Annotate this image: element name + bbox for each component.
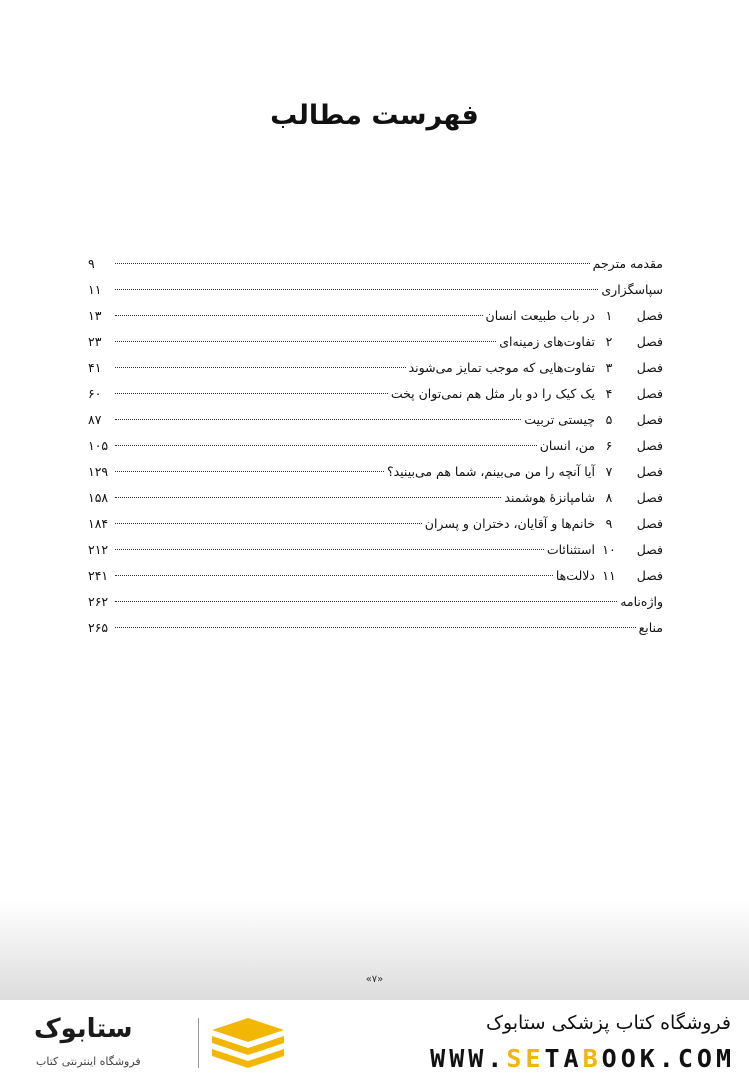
- toc-entry[interactable]: [88, 282, 663, 308]
- toc-chapter-number: ۱۱: [602, 568, 616, 583]
- toc-page-number: ۲۶۲: [88, 594, 109, 609]
- toc-entry[interactable]: [88, 360, 663, 386]
- store-url[interactable]: [430, 1044, 735, 1073]
- toc-entry[interactable]: [88, 464, 663, 490]
- dot-leader: [115, 393, 388, 394]
- dot-leader: [115, 367, 406, 368]
- table-of-contents: [88, 256, 663, 646]
- toc-entry-title: چیستی تربیت: [524, 412, 595, 427]
- dot-leader: [115, 601, 617, 602]
- dot-leader: [115, 575, 553, 576]
- store-title: فروشگاه کتاب پزشکی ستابوک: [485, 1012, 731, 1034]
- toc-entry-title: مقدمه مترجم: [592, 256, 663, 271]
- toc-page-number: ۴۱: [88, 360, 102, 375]
- toc-entry-title: سپاسگزاری: [601, 282, 663, 297]
- toc-chapter-number: ۷: [605, 464, 613, 479]
- book-stack-logo-icon: [208, 1014, 288, 1070]
- url-highlight-1: SE: [506, 1044, 545, 1073]
- page-number: «۷»: [365, 974, 384, 985]
- toc-page-number: ۸۷: [88, 412, 102, 427]
- toc-entry[interactable]: [88, 490, 663, 516]
- toc-entry[interactable]: [88, 568, 663, 594]
- toc-chapter-number: ۵: [605, 412, 613, 427]
- toc-entry[interactable]: [88, 334, 663, 360]
- toc-chapter-label: فصل: [636, 386, 663, 401]
- toc-page-number: ۹: [88, 256, 95, 271]
- toc-chapter-label: فصل: [636, 516, 663, 531]
- toc-page-number: ۲۶۵: [88, 620, 109, 635]
- dot-leader: [115, 523, 422, 524]
- dot-leader: [115, 445, 537, 446]
- toc-chapter-label: فصل: [636, 308, 663, 323]
- toc-chapter-label: فصل: [636, 568, 663, 583]
- toc-page-number: ۱۰۵: [88, 438, 109, 453]
- toc-chapter-number: ۴: [605, 386, 613, 401]
- toc-page-number: ۶۰: [88, 386, 102, 401]
- toc-page-number: ۱۱: [88, 282, 102, 297]
- dot-leader: [115, 497, 501, 498]
- toc-page-number: ۱۳: [88, 308, 102, 323]
- page-title: فهرست مطالب: [270, 100, 479, 131]
- toc-entry-title: خانم‌ها و آقایان، دختران و پسران: [424, 516, 595, 531]
- toc-chapter-label: فصل: [636, 464, 663, 479]
- toc-entry-title: در باب طبیعت انسان: [485, 308, 595, 323]
- toc-chapter-number: ۱۰: [602, 542, 616, 557]
- toc-entry-title: منابع: [638, 620, 663, 635]
- toc-chapter-label: فصل: [636, 438, 663, 453]
- toc-page-number: ۱۵۸: [88, 490, 109, 505]
- toc-page-number: ۲۴۱: [88, 568, 109, 583]
- toc-entry-title: استثنائات: [546, 542, 595, 557]
- toc-entry-title: من، انسان: [539, 438, 595, 453]
- toc-chapter-number: ۱: [605, 308, 613, 323]
- dot-leader: [115, 341, 496, 342]
- toc-page-number: ۱۸۴: [88, 516, 109, 531]
- toc-entry[interactable]: [88, 256, 663, 282]
- toc-entry-title: یک کیک را دو بار مثل هم نمی‌توان پخت: [390, 386, 595, 401]
- logo-wordmark: ستابوک: [34, 1014, 133, 1044]
- toc-chapter-number: ۶: [605, 438, 613, 453]
- dot-leader: [115, 419, 521, 420]
- toc-entry-title: شامپانزهٔ هوشمند: [504, 490, 595, 505]
- toc-entry[interactable]: [88, 620, 663, 646]
- toc-entry-title: تفاوت‌هایی که موجب تمایز می‌شوند: [408, 360, 595, 375]
- toc-chapter-number: ۹: [605, 516, 613, 531]
- toc-chapter-label: فصل: [636, 542, 663, 557]
- toc-entry-title: تفاوت‌های زمینه‌ای: [499, 334, 595, 349]
- toc-entry-title: دلالت‌ها: [555, 568, 595, 583]
- url-prefix: WWW.: [430, 1044, 507, 1073]
- dot-leader: [115, 315, 483, 316]
- toc-entry[interactable]: [88, 438, 663, 464]
- toc-chapter-number: ۲: [605, 334, 613, 349]
- toc-entry[interactable]: [88, 412, 663, 438]
- toc-entry[interactable]: [88, 308, 663, 334]
- toc-entry-title: واژه‌نامه: [620, 594, 663, 609]
- logo-divider: [198, 1018, 199, 1068]
- toc-chapter-label: فصل: [636, 360, 663, 375]
- footer-banner[interactable]: [0, 1000, 749, 1079]
- page-shadow: [0, 900, 749, 1000]
- toc-page-number: ۲۳: [88, 334, 102, 349]
- toc-entry-title: آیا آنچه را من می‌بینم، شما هم می‌بینید؟: [386, 464, 595, 479]
- toc-entry[interactable]: [88, 516, 663, 542]
- toc-entry[interactable]: [88, 594, 663, 620]
- dot-leader: [115, 627, 636, 628]
- dot-leader: [115, 263, 590, 264]
- toc-chapter-number: ۸: [605, 490, 613, 505]
- logo-subtitle: فروشگاه اینترنتی کتاب: [36, 1055, 141, 1068]
- url-middle: TA: [544, 1044, 583, 1073]
- toc-chapter-label: فصل: [636, 334, 663, 349]
- dot-leader: [115, 471, 384, 472]
- toc-page-number: ۲۱۲: [88, 542, 109, 557]
- toc-chapter-number: ۳: [605, 360, 613, 375]
- url-highlight-2: B: [582, 1044, 602, 1073]
- toc-entry[interactable]: [88, 542, 663, 568]
- dot-leader: [115, 289, 598, 290]
- toc-entry[interactable]: [88, 386, 663, 412]
- toc-chapter-label: فصل: [636, 412, 663, 427]
- toc-page-number: ۱۲۹: [88, 464, 109, 479]
- url-suffix: OOK.COM: [601, 1044, 735, 1073]
- dot-leader: [115, 549, 544, 550]
- toc-chapter-label: فصل: [636, 490, 663, 505]
